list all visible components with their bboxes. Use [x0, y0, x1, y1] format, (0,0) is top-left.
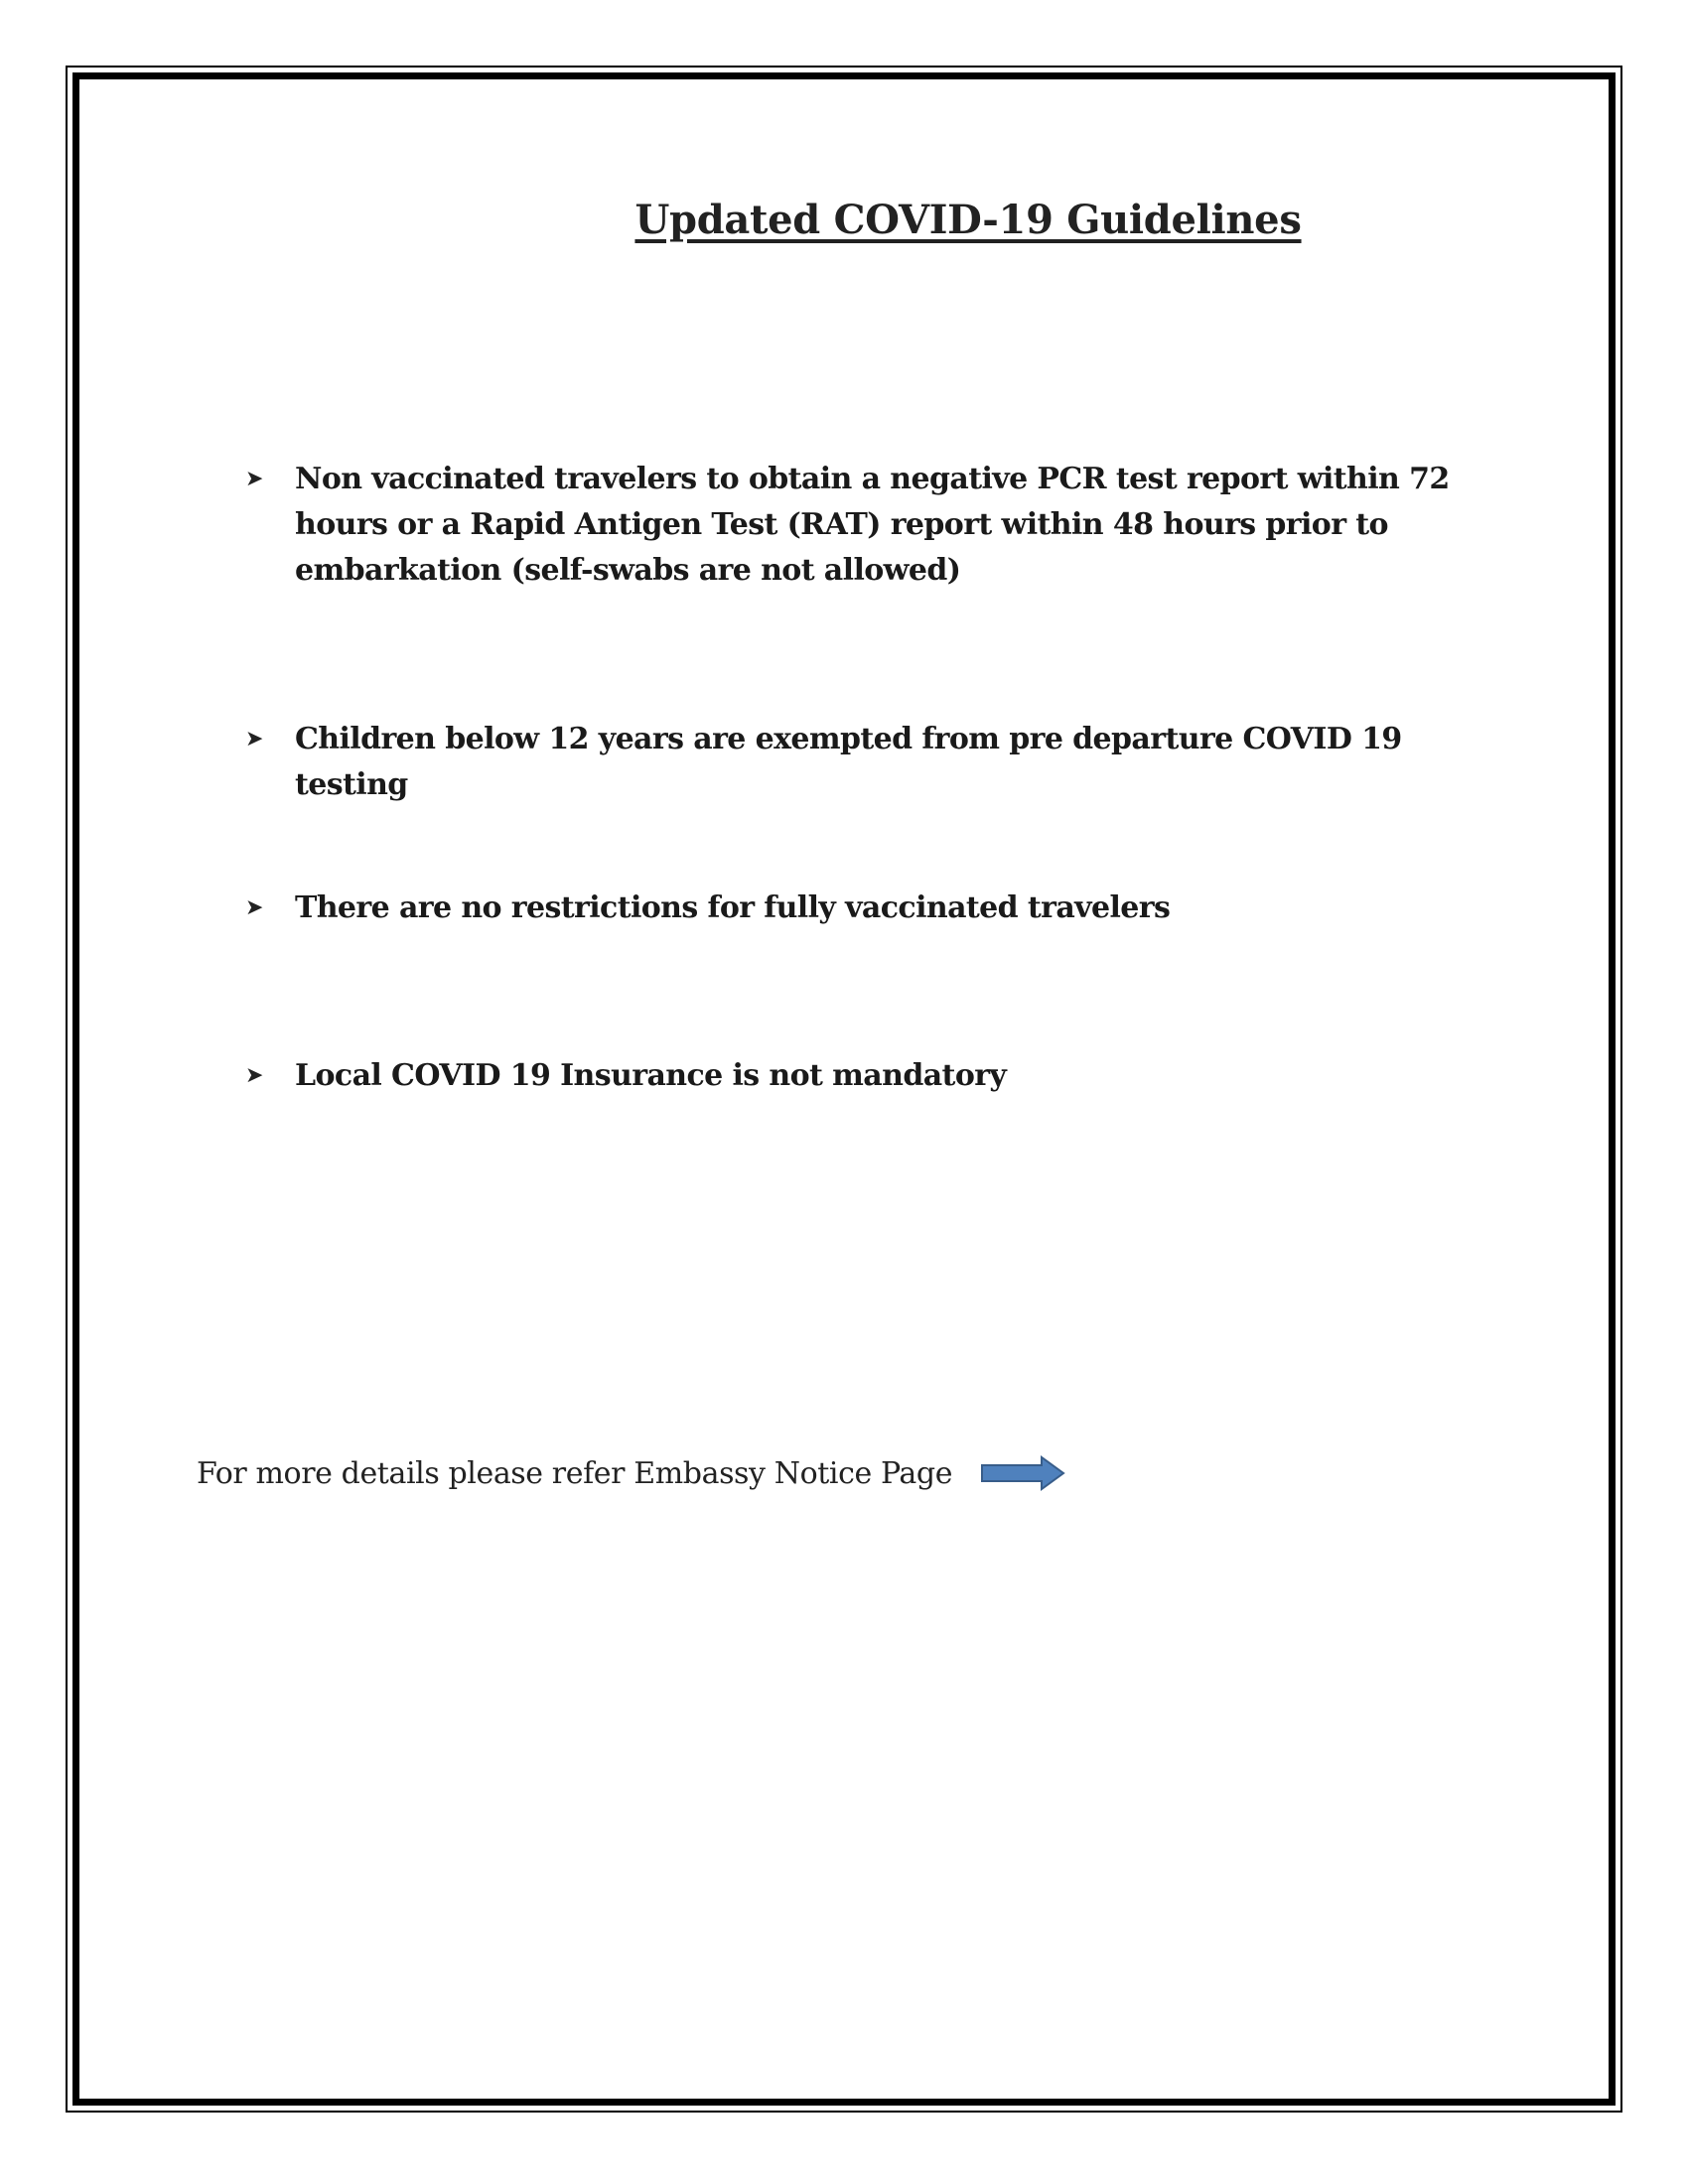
- arrowhead-bullet-icon: ➤: [245, 467, 264, 491]
- list-item-text: There are no restrictions for fully vaccinated travelers: [295, 890, 1171, 925]
- embassy-notice-reference: [197, 1455, 1065, 1491]
- list-item-text: Children below 12 years are exempted from pre departure COVID 19 testing: [295, 722, 1402, 802]
- arrowhead-bullet-icon: ➤: [245, 727, 264, 751]
- footer-note-text: For more details please refer Embassy Notice Page: [197, 1455, 953, 1491]
- list-item: [245, 717, 1486, 808]
- list-item: [245, 457, 1486, 594]
- arrowhead-bullet-icon: ➤: [245, 1063, 264, 1088]
- right-arrow-icon[interactable]: [980, 1455, 1065, 1491]
- arrowhead-bullet-icon: ➤: [245, 895, 264, 920]
- list-item-text: Local COVID 19 Insurance is not mandatory: [295, 1058, 1007, 1093]
- list-item-text: Non vaccinated travelers to obtain a negative PCR test report within 72 hours or a Rapid Antigen Test (RAT) report within 48 hours prior to embarkation (self-swabs are not allowed): [295, 462, 1450, 588]
- list-item: [245, 1053, 1486, 1099]
- list-item: [245, 886, 1486, 931]
- page-title: Updated COVID-19 Guidelines: [634, 197, 1302, 243]
